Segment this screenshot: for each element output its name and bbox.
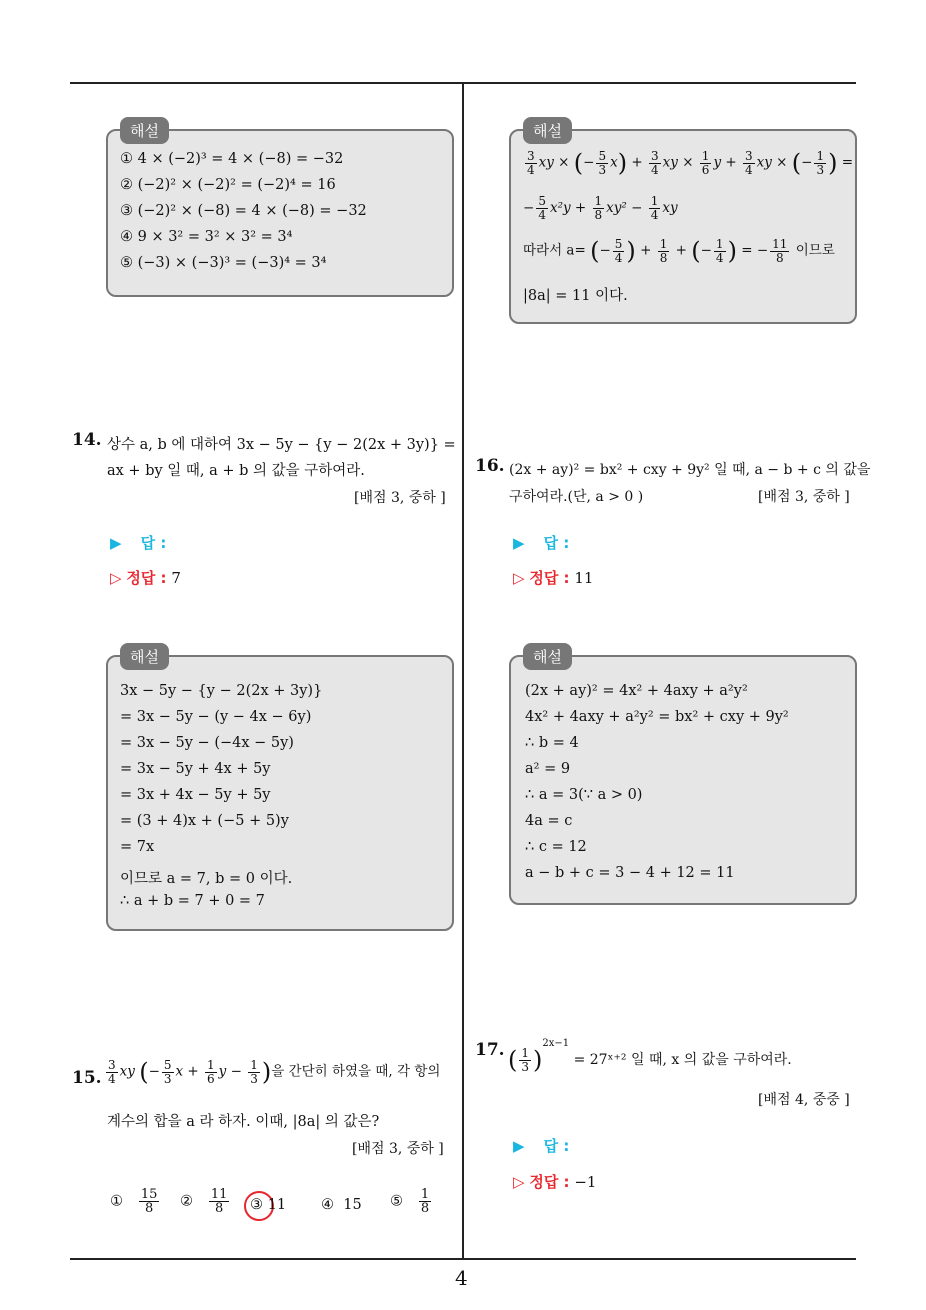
- solution-line: ∴ a = 3(∵ a > 0): [525, 787, 643, 803]
- column-divider: [462, 82, 464, 1260]
- solution-line: 4x² + 4axy + a²y² = bx² + cxy + 9y²: [525, 709, 789, 725]
- answer-label: 답 :: [543, 1137, 570, 1155]
- solution-line: ⑤ (−3) × (−3)³ = (−3)⁴ = 3⁴: [120, 255, 327, 271]
- q16-answer-row[interactable]: [513, 532, 569, 553]
- q15-text-line: 계수의 합을 a 라 하자. 이때, |8a| 의 값은?: [107, 1114, 380, 1130]
- fraction: $\frac{1}{4}$: [715, 236, 724, 265]
- correct-label: 정답 :: [529, 569, 570, 587]
- solution-tag: 해설: [120, 643, 169, 670]
- solution-line: = (3 + 4)x + (−5 + 5)y: [120, 813, 289, 829]
- q17-text-line: ( $\frac{1}{3}$ )$^{2x-1}$ = 27ˣ⁺² 일 때, x 의 값을 구하여라.: [508, 1038, 792, 1074]
- solution-line: a² = 9: [525, 761, 571, 777]
- fraction: $\frac{5}{3}$: [598, 148, 607, 177]
- solution-line: 이므로 a = 7, b = 0 이다.: [120, 871, 293, 887]
- answer-label: 답 :: [140, 534, 167, 552]
- fraction: $\frac{3}{4}$: [651, 148, 659, 177]
- solution-tag: 해설: [120, 117, 169, 144]
- fraction: $\frac{1}{3}$: [521, 1045, 530, 1074]
- fraction: $\frac{1}{8}$: [659, 236, 668, 265]
- solution-line: |8a| = 11 이다.: [523, 288, 628, 304]
- fraction: $\frac{3}{4}$: [108, 1057, 116, 1086]
- solution-line: a − b + c = 3 − 4 + 12 = 11: [525, 865, 735, 881]
- q14-meta: [배점 3, 중하 ]: [354, 490, 446, 506]
- fraction: $\frac{5}{3}$: [163, 1057, 172, 1086]
- q17-number: 17.: [475, 1040, 505, 1060]
- q15-solution-box: [509, 122, 857, 324]
- q15-choice-1[interactable]: ① $\frac{15}{8}$: [110, 1187, 158, 1216]
- solution-line: = 3x + 4x − 5y + 5y: [120, 787, 271, 803]
- solution-line: = 7x: [120, 839, 155, 855]
- fraction: $\frac{15}{8}$: [140, 1187, 158, 1216]
- fraction: $\frac{1}{6}$: [701, 148, 710, 177]
- solution-tag: 해설: [523, 643, 572, 670]
- outline-arrow-icon: ▷: [513, 569, 525, 587]
- solution-line: ∴ c = 12: [525, 839, 587, 855]
- answer-label: 답 :: [543, 534, 570, 552]
- q17-answer-row[interactable]: [513, 1135, 569, 1156]
- solution-line: ③ (−2)² × (−8) = 4 × (−8) = −32: [120, 203, 367, 219]
- solution-line: 3x − 5y − {y − 2(2x + 3y)}: [120, 683, 323, 699]
- solution-line: ∴ b = 4: [525, 735, 579, 751]
- q14-text-line: 상수 a, b 에 대하여 3x − 5y − {y − 2(2x + 3y)} =: [107, 437, 456, 453]
- q15-choice-5[interactable]: ⑤ $\frac{1}{8}$: [390, 1187, 430, 1216]
- correct-label: 정답 :: [529, 1173, 570, 1191]
- q14-answer-row[interactable]: [110, 532, 166, 553]
- fraction: $\frac{1}{4}$: [650, 194, 659, 222]
- fraction: $\frac{1}{6}$: [207, 1057, 215, 1086]
- fraction: $\frac{1}{3}$: [816, 148, 825, 177]
- q16-correct-row: [513, 567, 593, 588]
- q16-text-line: 구하여라.(단, a > 0 ): [509, 489, 644, 505]
- solution-line: ④ 9 × 3² = 3² × 3² = 3⁴: [120, 229, 293, 245]
- fraction: $\frac{1}{3}$: [250, 1057, 258, 1086]
- fraction: $\frac{1}{8}$: [594, 194, 603, 222]
- fraction: $\frac{3}{4}$: [527, 148, 535, 177]
- correct-label: 정답 :: [126, 569, 167, 587]
- fraction: $\frac{1}{8}$: [420, 1187, 430, 1216]
- page-number: 4: [455, 1266, 468, 1290]
- solution-line: (2x + ay)² = 4x² + 4axy + a²y²: [525, 683, 748, 699]
- solution-line: ② (−2)² × (−2)² = (−2)⁴ = 16: [120, 177, 336, 193]
- correct-value: 11: [574, 569, 594, 587]
- solution-tag: 해설: [523, 117, 572, 144]
- correct-value: 7: [171, 569, 181, 587]
- q14-text-line: ax + by 일 때, a + b 의 값을 구하여라.: [107, 463, 365, 479]
- play-arrow-icon: ▶: [110, 534, 122, 552]
- solution-line: 따라서 a= (− $\frac{5}{4}$ ) + $\frac{1}{8}$ + (− $\frac{1}{4}$ ) = − $\frac{11}{8}$ 이므로: [523, 236, 835, 265]
- q16-text-line: (2x + ay)² = bx² + cxy + 9y² 일 때, a − b + c 의 값을: [509, 462, 871, 478]
- q16-number: 16.: [475, 456, 505, 476]
- fraction: $\frac{5}{4}$: [538, 194, 546, 222]
- outline-arrow-icon: ▷: [513, 1173, 525, 1191]
- fraction: $\frac{11}{8}$: [210, 1187, 228, 1216]
- play-arrow-icon: ▶: [513, 1137, 525, 1155]
- q15-meta: [배점 3, 중하 ]: [352, 1141, 444, 1157]
- fraction: $\frac{11}{8}$: [772, 236, 788, 265]
- fraction: $\frac{5}{4}$: [614, 236, 623, 265]
- solution-line: 4a = c: [525, 813, 573, 829]
- q14-solution-box: [106, 648, 454, 931]
- solution-line: = 3x − 5y + 4x + 5y: [120, 761, 271, 777]
- solution-line: − $\frac{5}{4}$ x²y + $\frac{1}{8}$ xy² − $\frac{1}{4}$ xy: [523, 194, 678, 222]
- q14-correct-row: [110, 567, 181, 588]
- q13-solution-box: [106, 122, 454, 297]
- q15-text-line: $\frac{3}{4}$ xy (− $\frac{5}{3}$ x + $\frac{1}{6}$ y − $\frac{1}{3}$ )을 간단히 하였을 때, 각 항의: [108, 1057, 441, 1086]
- solution-line: = 3x − 5y − (−4x − 5y): [120, 735, 294, 751]
- q17-meta: [배점 4, 중중 ]: [758, 1092, 850, 1108]
- q14-number: 14.: [72, 430, 102, 450]
- q15-choice-3[interactable]: ③ 11: [250, 1197, 287, 1213]
- solution-line: ∴ a + b = 7 + 0 = 7: [120, 893, 265, 909]
- solution-line: = 3x − 5y − (y − 4x − 6y): [120, 709, 312, 725]
- outline-arrow-icon: ▷: [110, 569, 122, 587]
- q15-choice-4[interactable]: ④ 15: [321, 1197, 362, 1213]
- bottom-rule: [70, 1258, 856, 1260]
- solution-line: $\frac{3}{4}$ xy × (− $\frac{5}{3}$ x) + $\frac{3}{4}$ xy × $\frac{1}{6}$ y + $\frac{3}{4}$ xy × (− $\frac{1}{3}$ ) =: [527, 148, 854, 177]
- play-arrow-icon: ▶: [513, 534, 525, 552]
- q15-choice-2[interactable]: ② $\frac{11}{8}$: [180, 1187, 228, 1216]
- q15-number: 15.: [72, 1068, 102, 1088]
- fraction: $\frac{3}{4}$: [744, 148, 753, 177]
- q17-correct-row: [513, 1171, 596, 1192]
- q16-solution-box: [509, 648, 857, 905]
- correct-value: −1: [574, 1173, 597, 1191]
- solution-line: ① 4 × (−2)³ = 4 × (−8) = −32: [120, 151, 344, 167]
- q16-meta: [배점 3, 중하 ]: [758, 489, 850, 505]
